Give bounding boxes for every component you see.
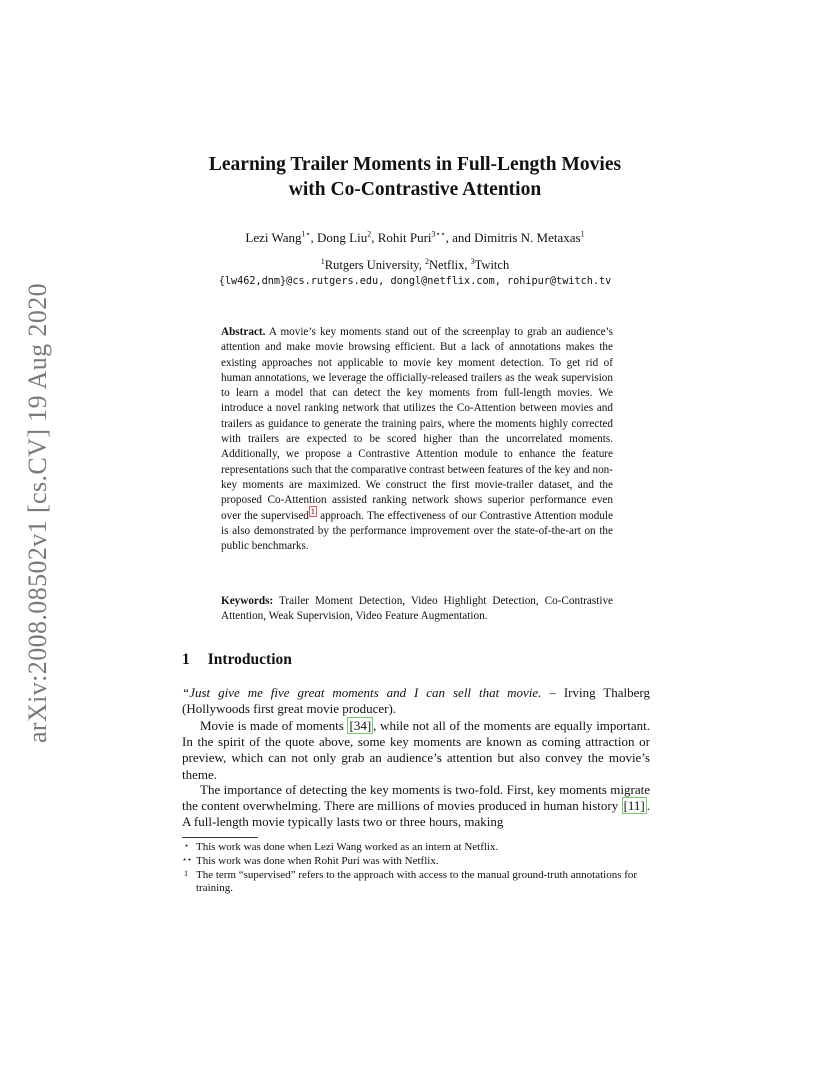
author-3: , Rohit Puri xyxy=(371,230,432,245)
arxiv-stamp xyxy=(22,268,54,758)
abstract-label: Abstract. xyxy=(221,326,266,338)
author-list xyxy=(150,230,680,246)
keywords-label: Keywords: xyxy=(221,595,274,607)
abstract-text-1: A movie’s key moments stand out of the screenplay to grab an audience’s attention and make movie browsing efficient. But a lack of annotations makes the existing approaches not applicable to movie key moment detection. To get rid of human annotations, we leverage the officially-released trailers as the weak supervision to learn a model that can detect the key moments from full-length movies. We introduce a novel ranking network that utilizes the Co-Attention between movies and trailers as guidance to generate the training pairs, where the moments highly corrected with trailers are expected to be scored higher than the uncorrelated moments. Additionally, we propose a Contrastive Attention module to enhance the feature representations such that the comparative contrast between features of the key and non-key moments are maximized. We construct the first movie-trailer dataset, and the proposed Co-Attention assisted ranking network shows superior performance even over the supervised xyxy=(221,326,613,522)
footnote-rule xyxy=(182,837,258,838)
section-heading xyxy=(182,651,292,669)
footnote-2 xyxy=(182,855,650,869)
section-number: 1 xyxy=(182,651,190,668)
footnote-2-text: This work was done when Rohit Puri was with Netflix. xyxy=(196,854,439,867)
intro-quote xyxy=(182,685,650,717)
arxiv-stamp-text: arXiv:2008.08502v1 [cs.CV] 19 Aug 2020 xyxy=(23,282,52,744)
citation-34[interactable]: [34] xyxy=(349,718,372,733)
footnote-1-mark: ⋆ xyxy=(184,841,190,850)
paper-title xyxy=(150,152,680,202)
quote-attribution: – Irving Thalberg (Hollywoods first great movie producer). xyxy=(182,685,650,717)
abstract-text-2: approach. The effectiveness of our Contrastive Attention module is also demonstrated by the performance improvement over the state-of-the-art on the public benchmarks. xyxy=(221,509,613,553)
author-4: , and Dimitris N. Metaxas xyxy=(445,230,581,245)
footnote-3-text: The term “supervised” refers to the approach with access to the manual ground-truth annotations for training. xyxy=(196,868,638,895)
author-1-mark: 1⋆ xyxy=(301,229,311,239)
affil-mark-1: 1 xyxy=(320,256,325,266)
footnotes xyxy=(182,841,650,896)
p1-text-1: Movie is made of moments xyxy=(200,718,348,733)
section-title: Introduction xyxy=(207,651,292,668)
footnote-1-text: This work was done when Lezi Wang worked as an intern at Netflix. xyxy=(196,841,499,853)
author-1: Lezi Wang xyxy=(245,230,302,245)
quote-text: “Just give me five great moments and I can sell that movie. xyxy=(182,685,542,700)
affil-mark-2: 2 xyxy=(425,256,429,266)
title-line-1: Learning Trailer Moments in Full-Length Movies xyxy=(208,154,622,175)
author-emails: {lw462,dnm}@cs.rutgers.edu, dongl@netflix.com, rohipur@twitch.tv xyxy=(218,276,612,287)
author-2-mark: 2 xyxy=(367,229,372,239)
affil-2: Netflix, xyxy=(429,258,471,272)
footnote-3 xyxy=(182,869,650,897)
abstract xyxy=(221,325,613,554)
affil-mark-3: 3 xyxy=(470,256,475,266)
intro-paragraph-1 xyxy=(182,718,650,783)
author-3-mark: 3⋆⋆ xyxy=(431,229,446,239)
footnote-3-mark: 1 xyxy=(184,868,188,878)
keywords xyxy=(221,594,613,625)
p2-text-2: . A full-length movie typically lasts two or three hours, making xyxy=(182,798,650,830)
affil-3: Twitch xyxy=(474,258,510,272)
affiliations xyxy=(150,258,680,273)
abstract-footnote-link[interactable]: 1 xyxy=(310,506,315,516)
intro-paragraph-2 xyxy=(182,782,650,831)
author-2: , Dong Liu xyxy=(310,230,368,245)
title-line-2: with Co-Contrastive Attention xyxy=(288,179,542,200)
p2-text-1: The importance of detecting the key moments is two-fold. First, key moments migrate the content overwhelming. There are millions of movies produced in human history xyxy=(182,782,650,814)
citation-11[interactable]: [11] xyxy=(623,798,645,814)
footnote-2-mark: ⋆⋆ xyxy=(182,854,193,864)
keywords-text: Trailer Moment Detection, Video Highlight Detection, Co-Contrastive Attention, Weak Supervision, Video Feature Augmentation. xyxy=(221,595,613,623)
p1-text-2: , while not all of the moments are equally important. In the spirit of the quote above, some key moments are known as coming attraction or preview, which can not only grab an audience’s attention but also convey the movie’s theme. xyxy=(182,718,650,782)
footnote-1 xyxy=(182,841,650,855)
affil-1: Rutgers University, xyxy=(324,258,425,272)
author-4-mark: 1 xyxy=(580,229,585,239)
